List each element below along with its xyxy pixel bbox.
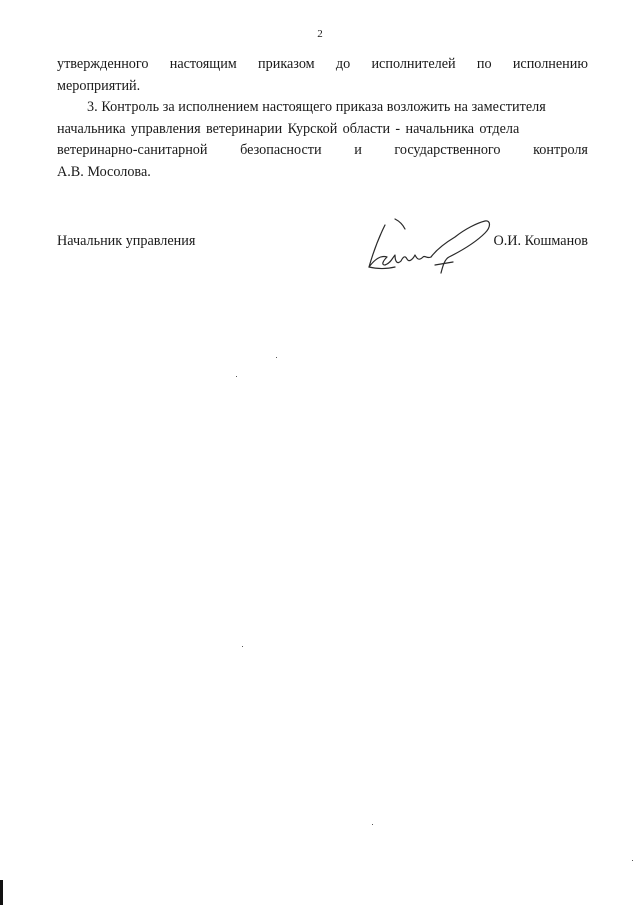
paragraph-1-line-1 [57,54,588,76]
word: утвержденного [57,56,149,72]
signer-name: О.И. Кошманов [493,233,588,249]
paragraph-1-line-2: мероприятий. [57,77,141,94]
paragraph-2-line-3 [57,140,588,162]
handwritten-signature-icon [365,215,495,277]
scan-speck [372,824,373,825]
scan-speck [276,357,277,358]
word: исполнителей [371,56,456,72]
scan-speck [236,376,237,377]
word: приказом [258,56,315,72]
word: по [476,56,492,72]
scan-speck [242,646,243,647]
word: исполнению [512,56,588,72]
scan-speck [632,860,633,861]
word: до [335,56,351,72]
document-body [57,54,588,183]
paragraph-2-line-4: А.В. Мосолова. [57,163,151,180]
paragraph-2-line-1: 3. Контроль за исполнением настоящего приказа возложить на заместителя [87,99,546,115]
signature-block [57,233,588,283]
scan-edge-mark [0,880,3,905]
signer-title: Начальник управления [57,233,196,249]
word: настоящим [169,56,237,72]
word: контроля [533,142,588,158]
word: безопасности [240,142,322,158]
page-number: 2 [317,28,323,40]
word: ветеринарно-санитарной [57,142,208,158]
word: и [354,142,362,158]
word: государственного [394,142,501,158]
paragraph-2-line-2: начальника управления ветеринарии Курской области - начальника отдела [57,120,520,137]
